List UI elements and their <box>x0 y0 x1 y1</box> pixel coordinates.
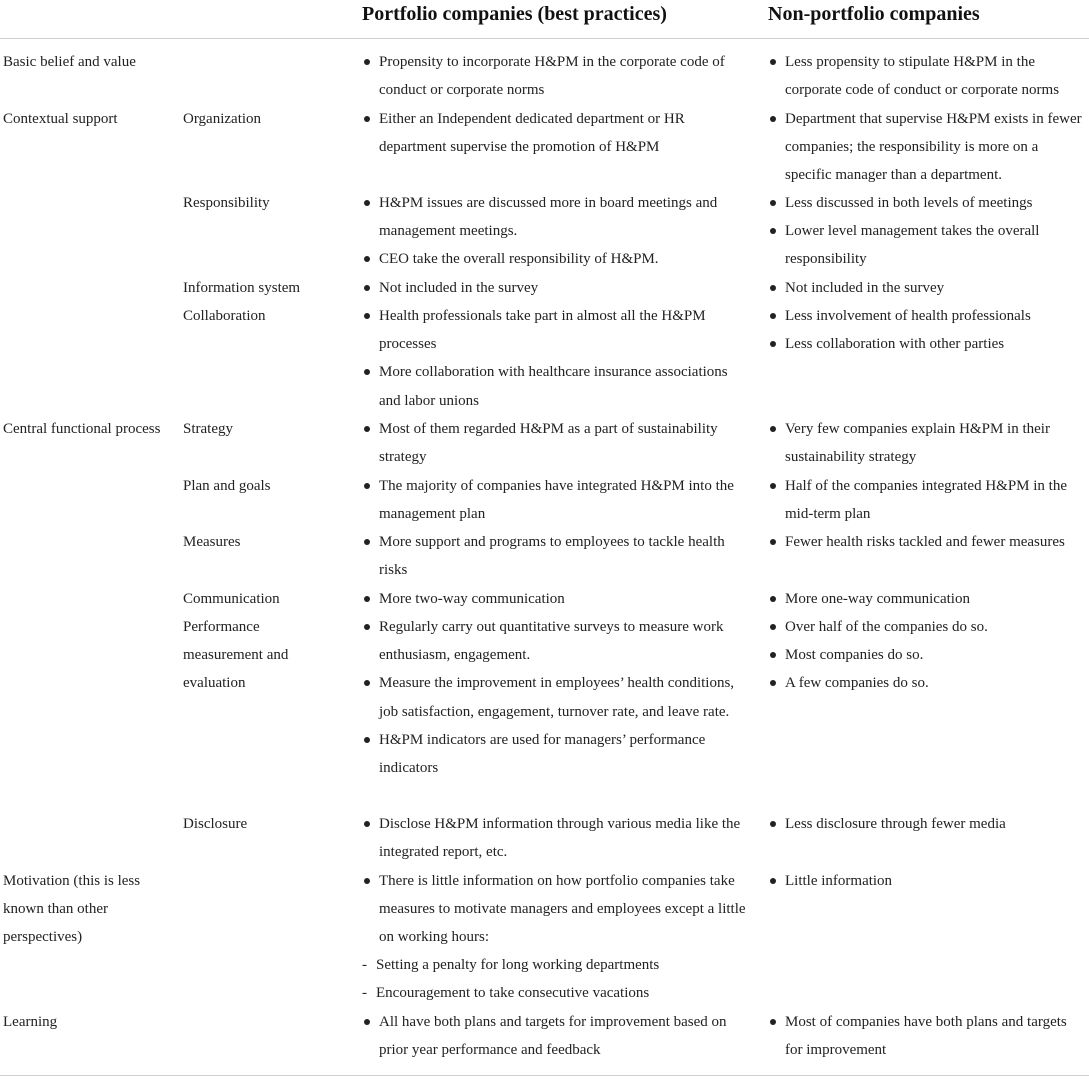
nonportfolio-cell <box>768 105 1086 190</box>
bullet-item: H&PM issues are discussed more in board meetings and management meetings. <box>362 189 752 245</box>
bullet-item: Less propensity to stipulate H&PM in the corporate code of conduct or corporate norms <box>768 48 1086 104</box>
section-label: Motivation (this is less known than other perspectives) <box>3 873 141 946</box>
item-label: Strategy <box>183 421 233 437</box>
section-label: Basic belief and value <box>3 54 136 70</box>
dash-item: - Encouragement to take consecutive vacations <box>362 979 752 1007</box>
portfolio-cell <box>362 274 752 302</box>
bullet-item: Most companies do so. <box>768 641 1086 669</box>
bullet-item: Little information <box>768 867 1086 895</box>
bullet-item: Measure the improvement in employees’ health conditions, job satisfaction, engagement, turnover rate, and leave rate. <box>362 669 752 725</box>
nonportfolio-cell <box>768 1008 1086 1064</box>
bullet-item: Department that supervise H&PM exists in fewer companies; the responsibility is more on a specific manager than a department. <box>768 105 1086 190</box>
item-label: Responsibility <box>183 195 270 211</box>
portfolio-cell <box>362 613 752 782</box>
bullet-item: There is little information on how portfolio companies take measures to motivate managers and employees except a little on working hours: <box>362 867 752 952</box>
item-label: Information system <box>183 280 301 296</box>
section-label: Central functional process <box>3 421 161 437</box>
bullet-item: Fewer health risks tackled and fewer measures <box>768 528 1086 556</box>
portfolio-cell <box>362 189 752 274</box>
bullet-item: Not included in the survey <box>768 274 1086 302</box>
item-label: Disclosure <box>183 816 248 832</box>
section-label: Contextual support <box>3 111 118 127</box>
portfolio-cell <box>362 810 752 866</box>
bullet-item: Regularly carry out quantitative surveys to measure work enthusiasm, engagement. <box>362 613 752 669</box>
item-label: Measures <box>183 534 241 550</box>
bullet-item: More two-way communication <box>362 585 752 613</box>
item-label: Collaboration <box>183 308 266 324</box>
bullet-item: Less collaboration with other parties <box>768 330 1086 358</box>
dash-item: - Setting a penalty for long working departments <box>362 951 752 979</box>
nonportfolio-cell <box>768 472 1086 528</box>
bullet-item: Health professionals take part in almost all the H&PM processes <box>362 302 752 358</box>
nonportfolio-cell <box>768 302 1086 358</box>
nonportfolio-cell <box>768 585 1086 613</box>
bullet-item: Less involvement of health professionals <box>768 302 1086 330</box>
bullet-item: Most of them regarded H&PM as a part of sustainability strategy <box>362 415 752 471</box>
nonportfolio-cell <box>768 867 1086 895</box>
portfolio-cell <box>362 867 752 952</box>
bullet-item: Most of companies have both plans and targets for improvement <box>768 1008 1086 1064</box>
bullet-item: Lower level management takes the overall responsibility <box>768 217 1086 273</box>
bullet-item: All have both plans and targets for improvement based on prior year performance and feedback <box>362 1008 752 1064</box>
nonportfolio-cell <box>768 415 1086 471</box>
bullet-item: Less disclosure through fewer media <box>768 810 1086 838</box>
bullet-item: Disclose H&PM information through various media like the integrated report, etc. <box>362 810 752 866</box>
bullet-item: More support and programs to employees to tackle health risks <box>362 528 752 584</box>
portfolio-cell <box>362 1008 752 1064</box>
nonportfolio-cell <box>768 528 1086 556</box>
bullet-item: The majority of companies have integrated H&PM into the management plan <box>362 472 752 528</box>
item-label: Plan and goals <box>183 478 271 494</box>
portfolio-cell <box>362 302 752 415</box>
portfolio-cell <box>362 48 752 104</box>
nonportfolio-cell <box>768 274 1086 302</box>
bullet-item: More one-way communication <box>768 585 1086 613</box>
portfolio-cell <box>362 415 752 471</box>
bullet-item: H&PM indicators are used for managers’ performance indicators <box>362 726 752 782</box>
dash-glyph: - <box>362 985 367 1002</box>
portfolio-cell <box>362 585 752 613</box>
nonportfolio-cell <box>768 810 1086 838</box>
bullet-item: Half of the companies integrated H&PM in the mid-term plan <box>768 472 1086 528</box>
portfolio-cell <box>362 105 752 161</box>
bullet-item: CEO take the overall responsibility of H&PM. <box>362 245 752 273</box>
portfolio-cell <box>362 472 752 528</box>
nonportfolio-cell <box>768 189 1086 274</box>
column-header-nonportfolio: Non-portfolio companies <box>768 3 980 25</box>
bullet-item: Not included in the survey <box>362 274 752 302</box>
nonportfolio-cell <box>768 48 1086 104</box>
bullet-item: Propensity to incorporate H&PM in the corporate code of conduct or corporate norms <box>362 48 752 104</box>
column-header-portfolio: Portfolio companies (best practices) <box>362 3 667 25</box>
nonportfolio-cell <box>768 613 1086 698</box>
bullet-item: Less discussed in both levels of meetings <box>768 189 1086 217</box>
portfolio-cell <box>362 528 752 584</box>
table-bottom-rule <box>0 1075 1089 1076</box>
bullet-item: Over half of the companies do so. <box>768 613 1086 641</box>
table-top-rule <box>0 38 1089 39</box>
item-label: Organization <box>183 111 262 127</box>
section-label: Learning <box>3 1014 58 1030</box>
bullet-item: Very few companies explain H&PM in their sustainability strategy <box>768 415 1086 471</box>
item-label: Performance measurement and evaluation <box>183 619 289 692</box>
bullet-item: A few companies do so. <box>768 669 1086 697</box>
item-label: Communication <box>183 591 280 607</box>
bullet-item: More collaboration with healthcare insurance associations and labor unions <box>362 358 752 414</box>
bullet-item: Either an Independent dedicated department or HR department supervise the promotion of H&PM <box>362 105 752 161</box>
dash-glyph: - <box>362 957 367 973</box>
